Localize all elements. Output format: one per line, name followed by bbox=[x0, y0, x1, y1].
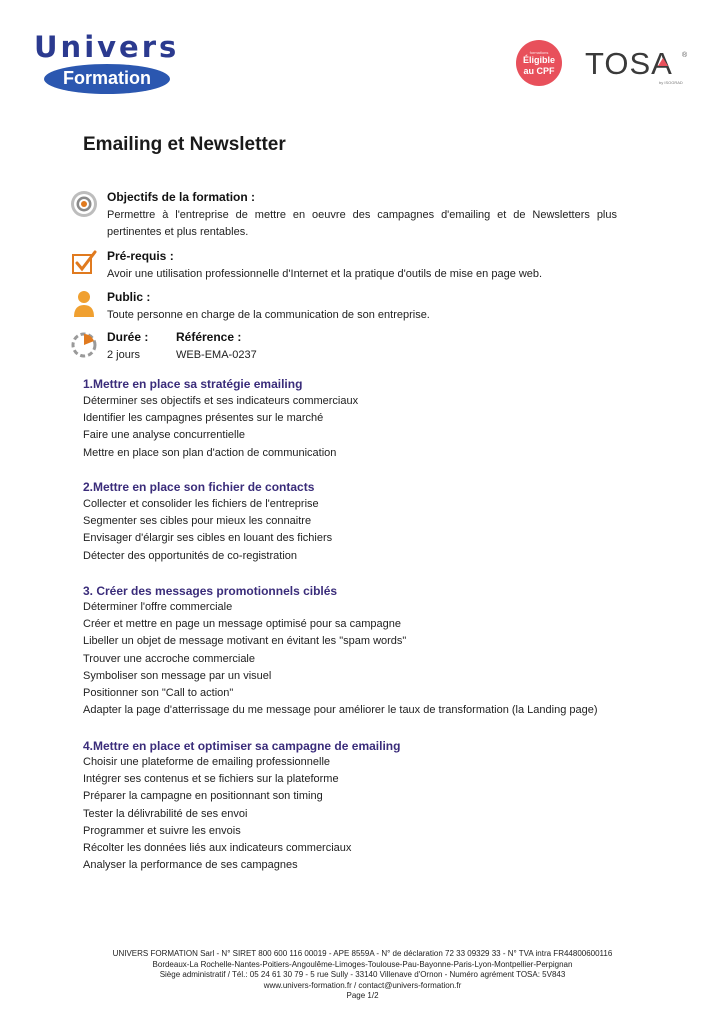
prerequisites-block bbox=[70, 249, 630, 283]
duration-block bbox=[70, 330, 630, 360]
audience-block bbox=[70, 290, 630, 324]
list-item: Choisir une plateforme de emailing professionnelle bbox=[83, 756, 331, 768]
duration-value: 2 jours bbox=[107, 349, 141, 361]
list-item: Adapter la page d'atterrissage du me message pour améliorer le taux de transformation (la Landing page) bbox=[83, 704, 598, 717]
person-icon bbox=[70, 290, 98, 318]
list-item: Trouver une accroche commerciale bbox=[83, 652, 255, 665]
section-list bbox=[83, 599, 598, 719]
prerequisites-text: Avoir une utilisation professionnelle d'Internet et la pratique d'outils de mise en page web. bbox=[107, 268, 543, 280]
list-item: Analyser la performance de ses campagnes bbox=[83, 859, 298, 872]
list-item: Programmer et suivre les envois bbox=[83, 824, 241, 837]
list-item: Collecter et consolider les fichiers de l'entreprise bbox=[83, 498, 319, 510]
list-item: Intégrer ses contenus et se fichiers sur la plateforme bbox=[83, 773, 339, 786]
list-item: Symboliser son message par un visuel bbox=[83, 669, 272, 682]
list-item: Mettre en place son plan d'action de communication bbox=[83, 446, 337, 459]
page-number: Page 1/2 bbox=[346, 991, 379, 1001]
reference-value: WEB-EMA-0237 bbox=[176, 349, 257, 361]
cpf-eligible-badge bbox=[516, 40, 562, 86]
audience-label: Public : bbox=[107, 290, 151, 304]
prerequisites-label: Pré-requis : bbox=[107, 249, 174, 263]
clock-icon bbox=[70, 330, 98, 358]
tosa-registered-mark: ® bbox=[682, 52, 688, 59]
list-item: Segmenter ses cibles pour mieux les connaitre bbox=[83, 515, 312, 528]
section-title: 3. Créer des messages promotionnels ciblés bbox=[83, 584, 338, 598]
list-item: Identifier les campagnes présentes sur le marché bbox=[83, 412, 324, 425]
list-item: Détecter des opportunités de co-registration bbox=[83, 549, 298, 562]
reference-label: Référence : bbox=[176, 330, 242, 344]
footer-company-info: UNIVERS FORMATION Sarl - N° SIRET 800 600 116 00019 - APE 8559A - N° de déclaration 72 33 09329 33 - N° TVA intra FR44800600116 bbox=[112, 949, 613, 958]
list-item: Faire une analyse concurrentielle bbox=[83, 429, 246, 442]
target-icon bbox=[70, 190, 98, 218]
list-item: Positionner son "Call to action" bbox=[83, 687, 234, 700]
cpf-badge-line1: Éligible bbox=[522, 54, 555, 65]
page-footer bbox=[0, 949, 725, 1002]
objectives-label: Objectifs de la formation : bbox=[107, 190, 256, 204]
section-list bbox=[83, 393, 358, 462]
section-title: 4.Mettre en place et optimiser sa campagne de emailing bbox=[83, 739, 401, 753]
list-item: Créer et mettre en page un message optimisé pour sa campagne bbox=[83, 618, 401, 631]
section-list bbox=[83, 754, 351, 874]
list-item: Libeller un objet de message motivant en évitant les "spam words" bbox=[83, 635, 407, 648]
audience-text: Toute personne en charge de la communication de son entreprise. bbox=[107, 309, 430, 321]
tosa-logo: TOSA bbox=[585, 46, 673, 81]
list-item: Déterminer l'offre commerciale bbox=[83, 601, 233, 613]
section-list bbox=[83, 496, 332, 565]
list-item: Préparer la campagne en positionnant son timing bbox=[83, 790, 323, 803]
duration-label: Durée : bbox=[107, 330, 149, 344]
footer-locations: Bordeaux-La Rochelle-Nantes-Poitiers-Angoulême-Limoges-Toulouse-Pau-Bayonne-Paris-Lyon-Montpellier-Perpignan bbox=[152, 959, 573, 969]
section-title: 1.Mettre en place sa stratégie emailing bbox=[83, 377, 303, 391]
tosa-triangle-icon bbox=[658, 58, 668, 66]
univers-formation-logo bbox=[30, 30, 180, 96]
cpf-badge-small: formations bbox=[529, 49, 549, 55]
section-title: 2.Mettre en place son fichier de contacts bbox=[83, 480, 315, 494]
checkbox-icon bbox=[70, 249, 98, 277]
objectives-text: Permettre à l'entreprise de mettre en oeuvre des campagnes d'emailing et de Newsletters plus pertinentes et plus rentables. bbox=[107, 209, 617, 238]
list-item: Tester la délivrabilité de ses envoi bbox=[83, 807, 248, 820]
cpf-badge-line2: au CPF bbox=[523, 65, 555, 76]
list-item: Envisager d'élargir ses cibles en louant des fichiers bbox=[83, 532, 333, 545]
footer-address: Siège administratif / Tél.: 05 24 61 30 79 - 5 rue Sully - 33140 Villenave d'Ornon - Numéro agrément TOSA: 5V843 bbox=[159, 970, 566, 980]
logo-text-univers: Univers bbox=[34, 30, 180, 64]
objectives-block bbox=[70, 190, 630, 240]
page-title: Emailing et Newsletter bbox=[83, 134, 286, 155]
list-item: Déterminer ses objectifs et ses indicateurs commerciaux bbox=[83, 395, 359, 407]
tosa-subtitle: by ISOGRAD bbox=[659, 80, 683, 85]
footer-contact: www.univers-formation.fr / contact@univers-formation.fr bbox=[263, 980, 462, 990]
logo-text-formation: Formation bbox=[63, 68, 151, 88]
list-item: Récolter les données liés aux indicateurs commerciaux bbox=[83, 842, 352, 855]
